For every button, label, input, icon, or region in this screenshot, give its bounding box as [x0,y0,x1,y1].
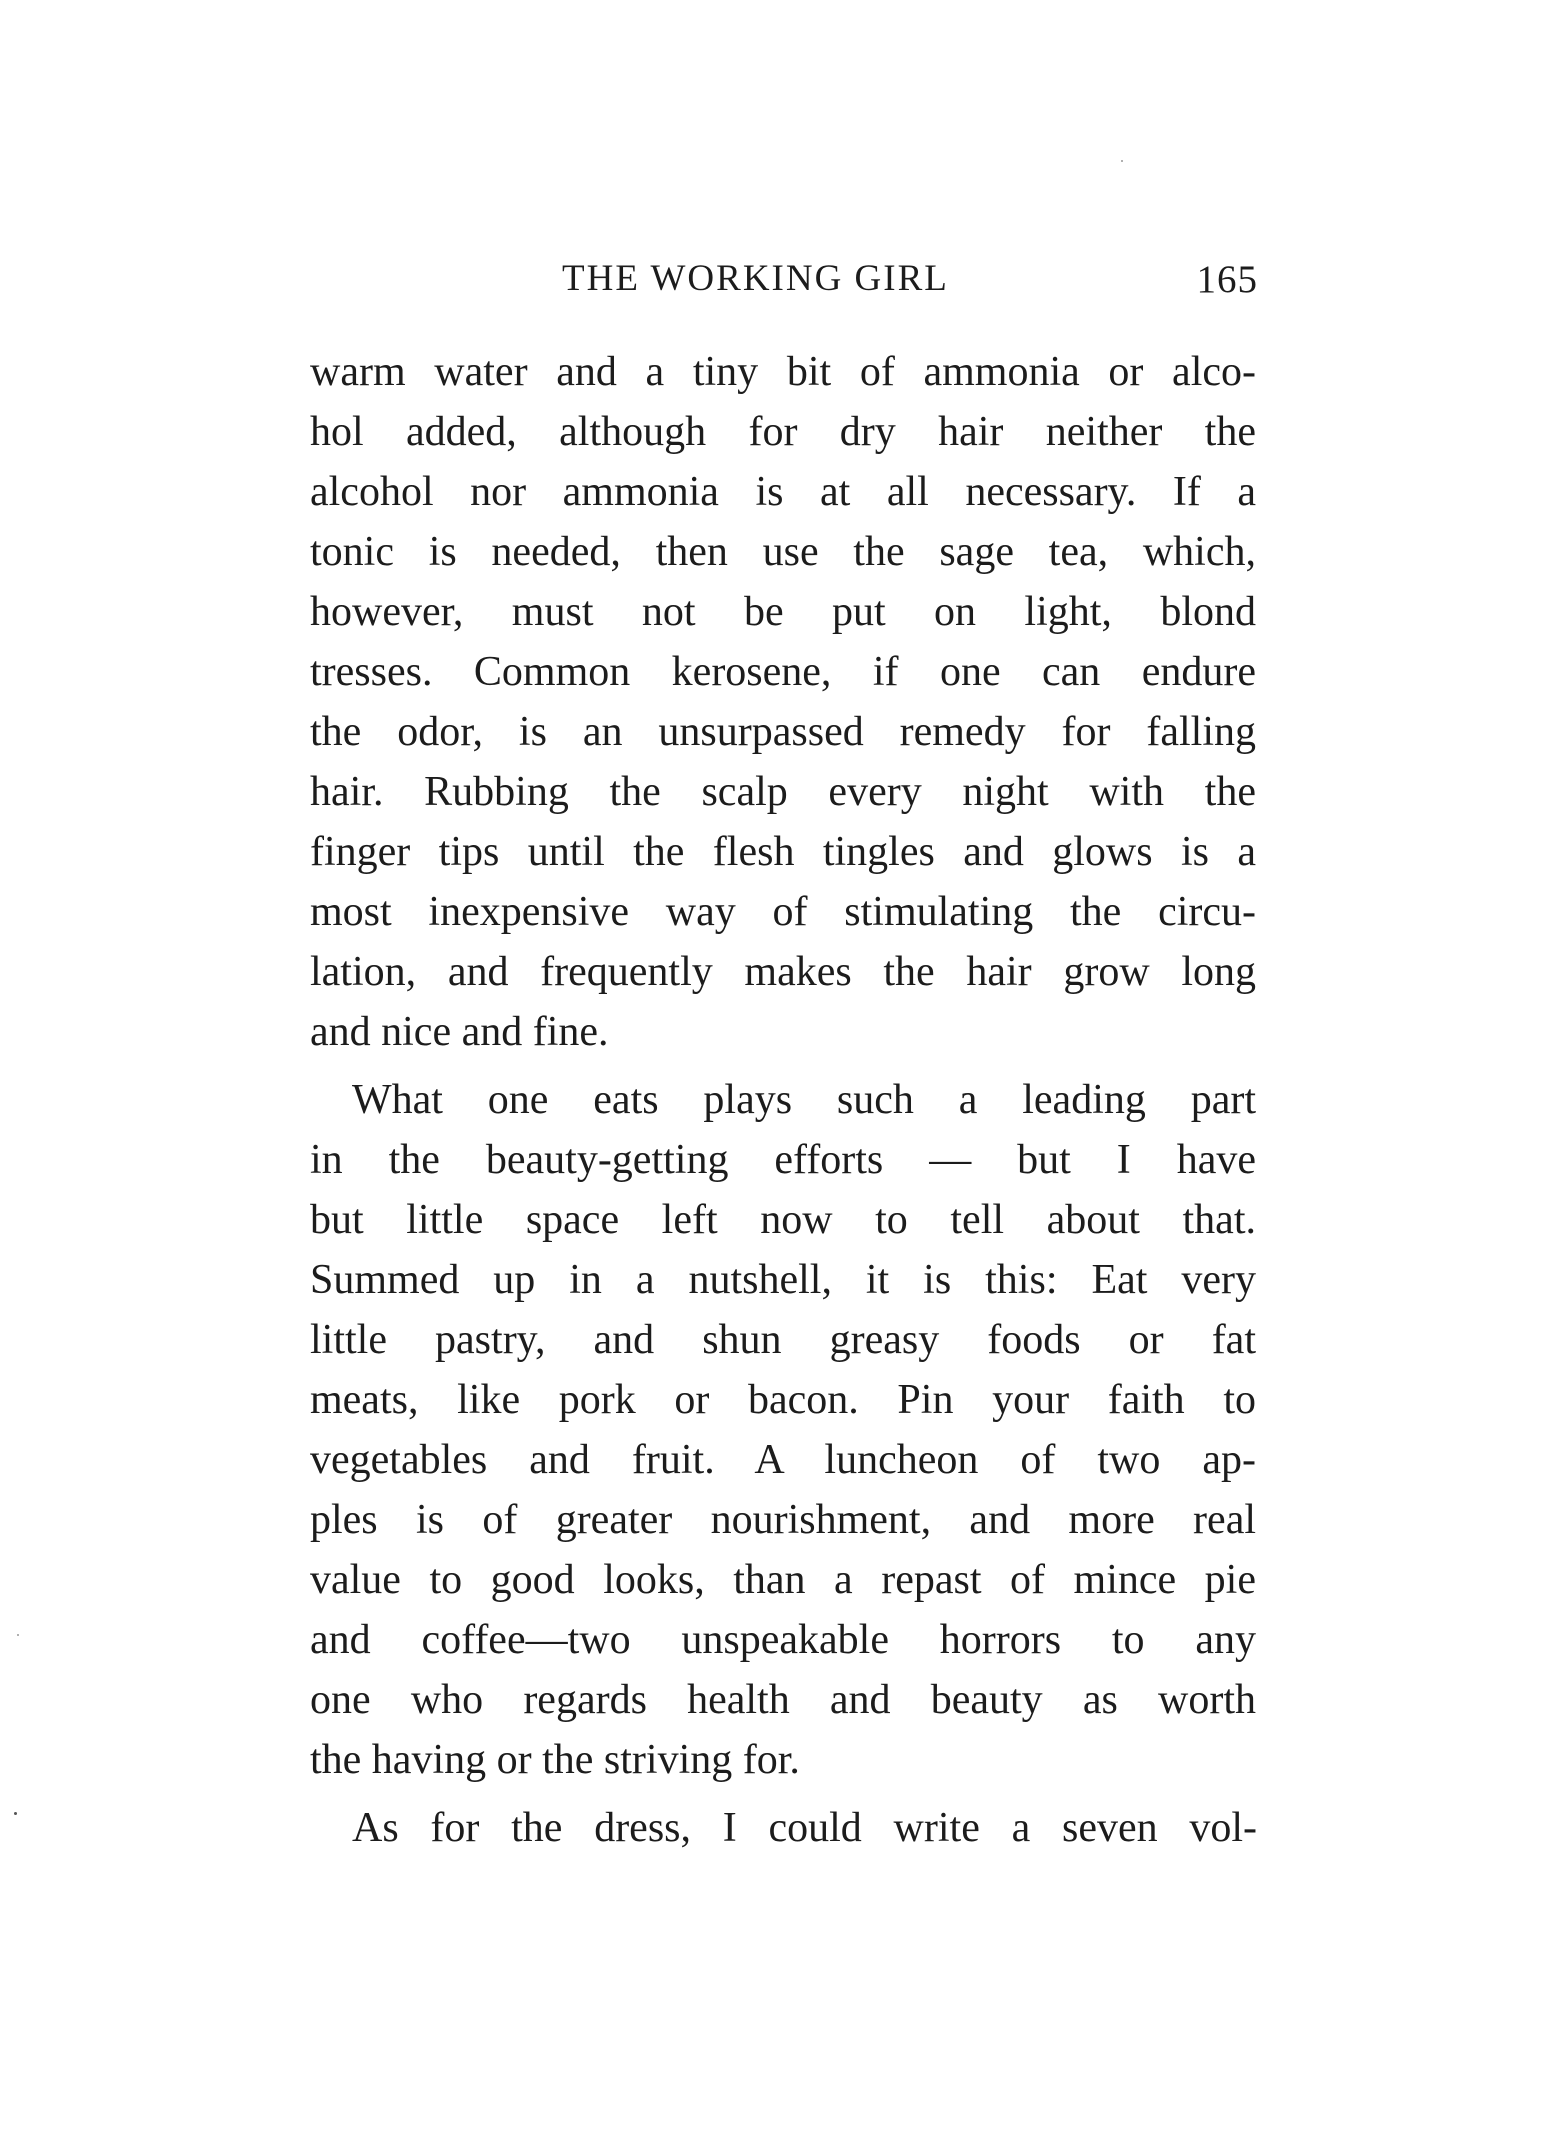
text-line: As for the dress, I could write a seven vol- [352,1805,1257,1851]
text-line: and coffee—two unspeakable horrors to any [310,1617,1256,1663]
text-line: value to good looks, than a repast of mince pie [310,1557,1256,1603]
text-line: hair. Rubbing the scalp every night with the [310,769,1256,815]
text-line: Summed up in a nutshell, it is this: Eat very [310,1257,1256,1303]
paper-speck [1121,160,1123,162]
text-line: warm water and a tiny bit of ammonia or alco- [310,349,1256,395]
text-line: alcohol nor ammonia is at all necessary. If a [310,469,1256,515]
text-line: little pastry, and shun greasy foods or fat [310,1317,1256,1363]
paper-speck [14,1812,17,1815]
text-line: most inexpensive way of stimulating the circu- [310,889,1256,935]
text-line: What one eats plays such a leading part [352,1077,1256,1123]
text-line: in the beauty-getting efforts — but I have [310,1137,1256,1183]
paper-speck [17,1634,19,1636]
running-head: THE WORKING GIRL [562,258,949,299]
page-number: 165 [1196,258,1258,301]
text-line: one who regards health and beauty as worth [310,1677,1256,1723]
text-line: vegetables and fruit. A luncheon of two ap- [310,1437,1256,1483]
text-line: and nice and fine. [310,1009,609,1055]
text-line: the odor, is an unsurpassed remedy for falling [310,709,1256,755]
text-line: hol added, although for dry hair neither the [310,409,1256,455]
text-line: tresses. Common kerosene, if one can endure [310,649,1256,695]
text-line: the having or the striving for. [310,1737,800,1783]
text-line: lation, and frequently makes the hair grow long [310,949,1256,995]
text-line: tonic is needed, then use the sage tea, which, [310,529,1256,575]
text-line: finger tips until the flesh tingles and glows is a [310,829,1256,875]
text-line: however, must not be put on light, blond [310,589,1256,635]
text-line: ples is of greater nourishment, and more real [310,1497,1256,1543]
page-header [310,257,1258,309]
text-line: meats, like pork or bacon. Pin your faith to [310,1377,1256,1423]
text-line: but little space left now to tell about that. [310,1197,1256,1243]
